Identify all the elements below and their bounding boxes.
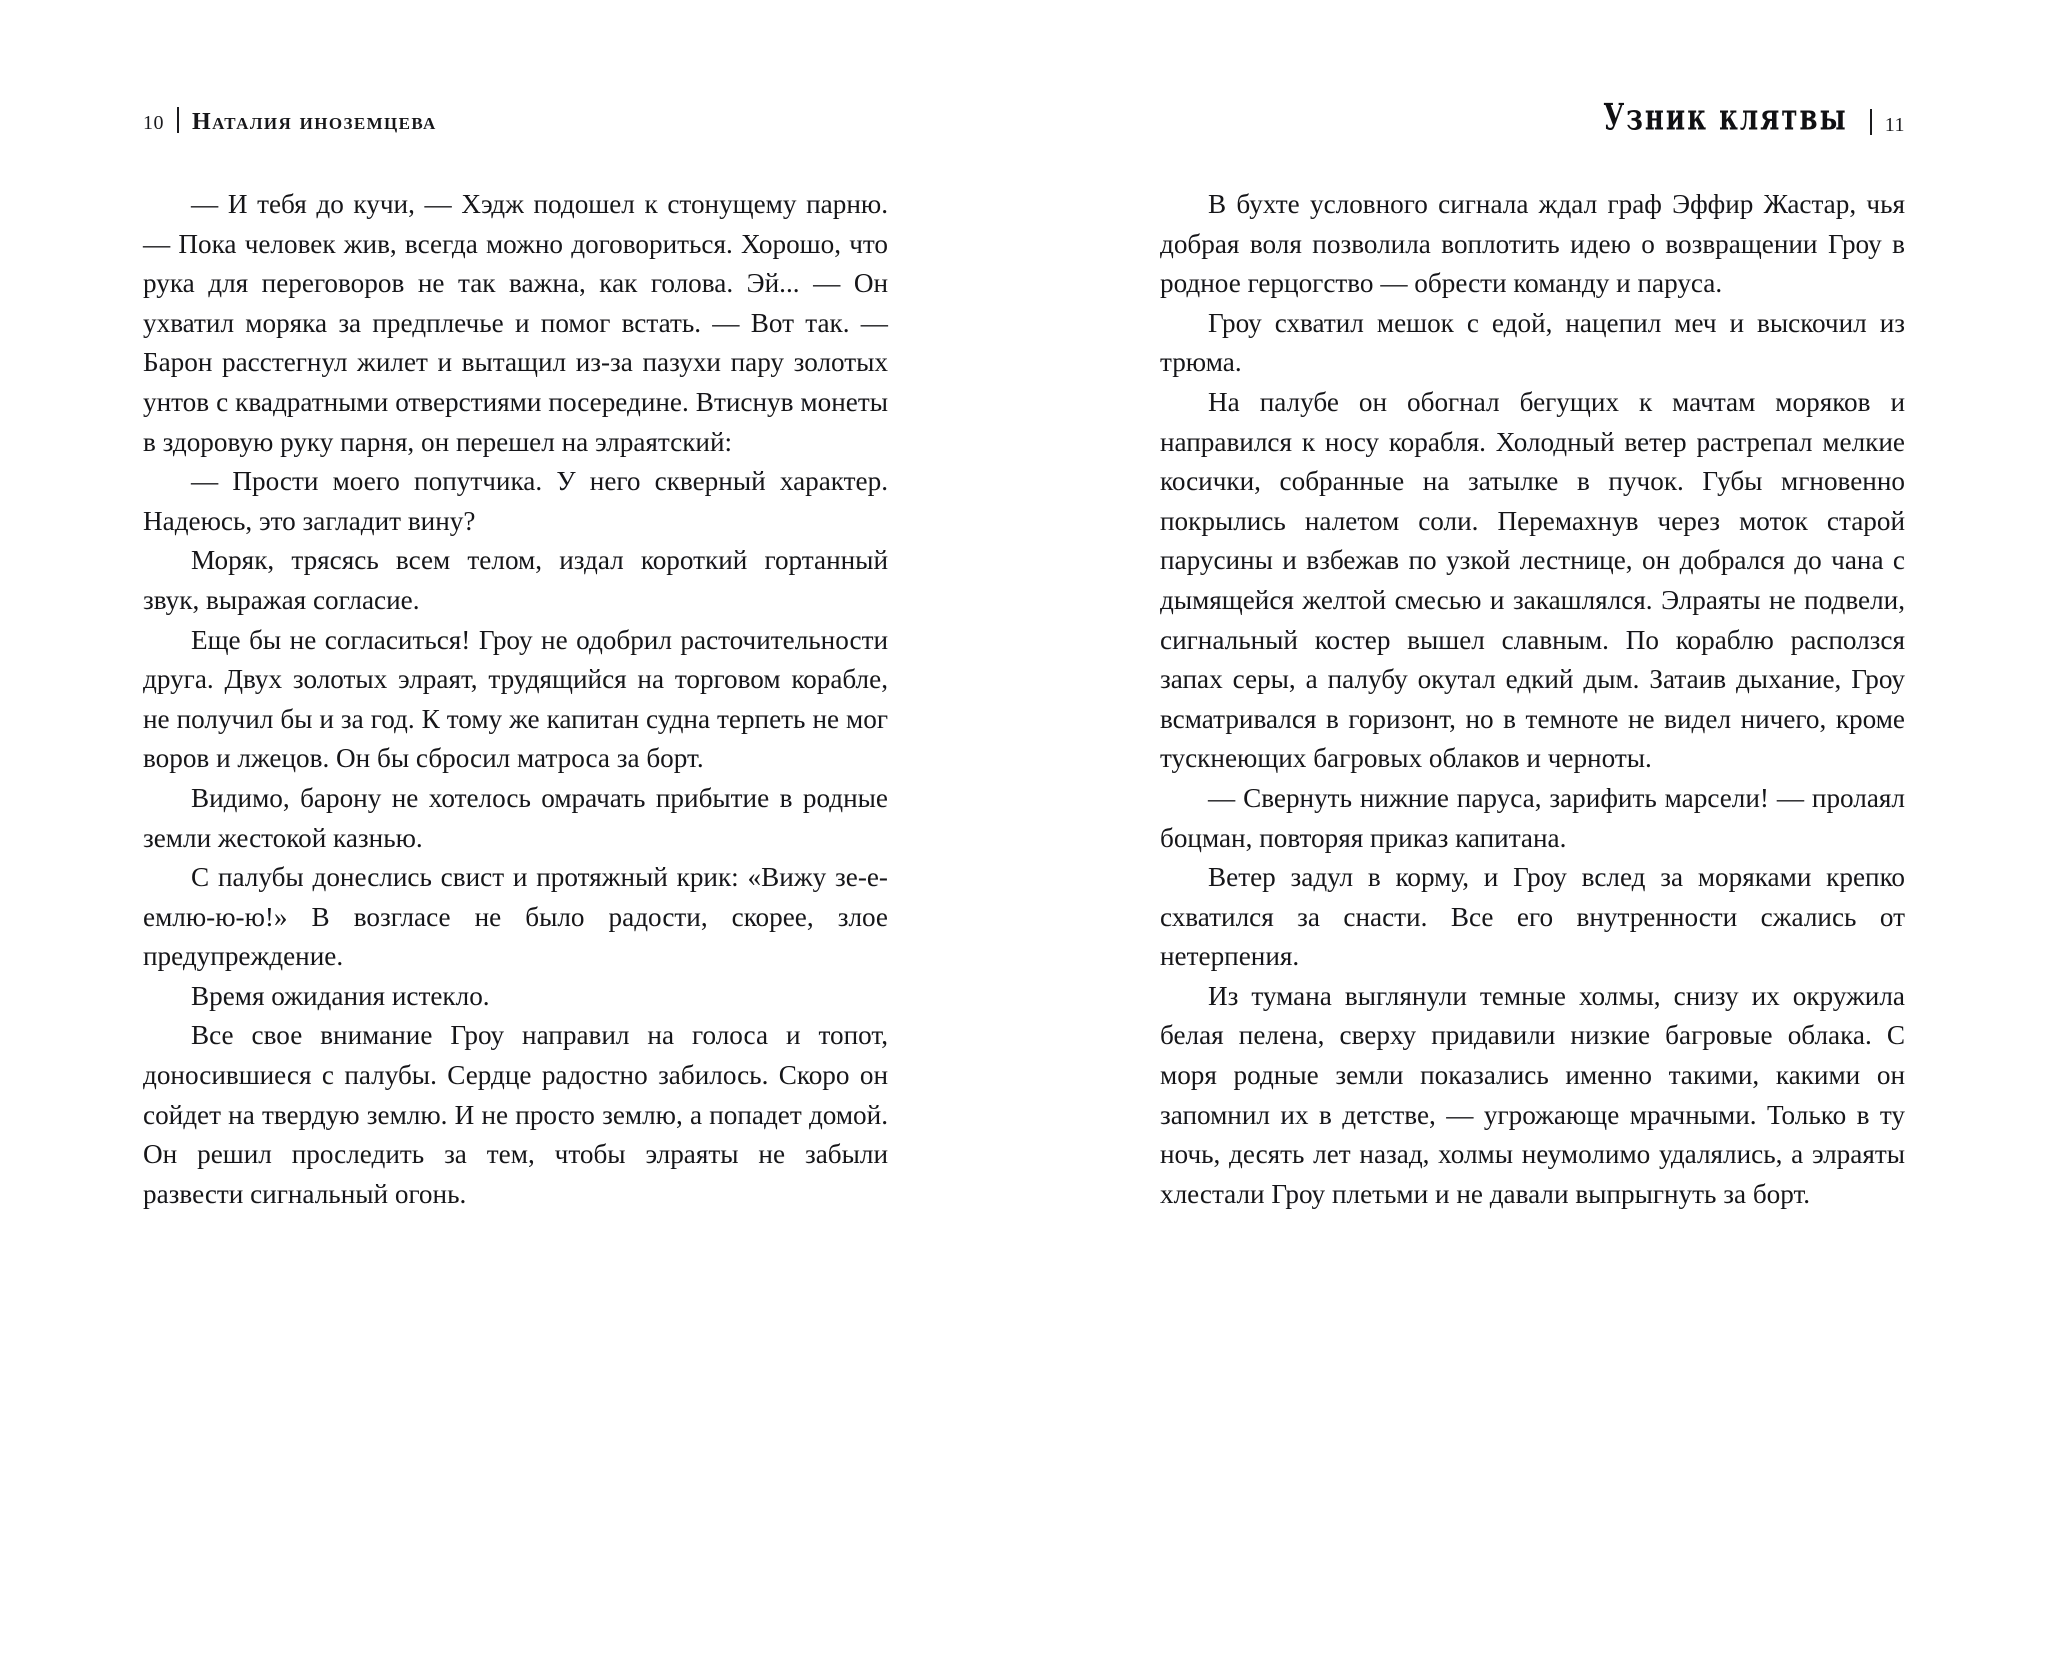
paragraph: В бухте условного сигнала ждал граф Эффир Жастар, чья добрая воля позволила воплотить идею о возвращении Гроу в родное герцогство — обрести команду и паруса. bbox=[1160, 189, 1905, 299]
author-name: наталия иноземцева bbox=[192, 109, 437, 135]
paragraph: — И тебя до кучи, — Хэдж подошел к стонущему парню. — Пока человек жив, всегда можно договориться. Хорошо, что рука для переговоров не так важна, как голова. Эй... — Он ухватил моряка за предплечье и помог встать. — Вот так. — Барон расстегнул жилет и вытащил из-за пазухи пару золотых унтов с квадратными отверстиями посередине. Втиснув монеты в здоровую руку парня, он перешел на элраятский: bbox=[143, 189, 888, 457]
paragraph: Время ожидания истекло. bbox=[191, 980, 490, 1011]
paragraph: С палубы донеслись свист и протяжный крик: «Вижу зе-е-емлю-ю-ю!» В возгласе не было радости, скорее, злое предупреждение. bbox=[143, 862, 888, 972]
paragraph: Гроу схватил мешок с едой, нацепил меч и выскочил из трюма. bbox=[1160, 307, 1905, 378]
running-head-right bbox=[1594, 96, 1905, 143]
paragraph: Еще бы не согласиться! Гроу не одобрил расточительности друга. Двух золотых элраят, трудящийся на торговом корабле, не получил бы и за год. К тому же капитан судна терпеть не мог воров и лжецов. Он бы сбросил матроса за борт. bbox=[143, 624, 888, 774]
running-head-left bbox=[143, 103, 437, 143]
text-column-right bbox=[1160, 185, 1905, 1214]
paragraph: Все свое внимание Гроу направил на голоса и топот, доносившиеся с палубы. Сердце радостно забилось. Скоро он сойдет на твердую землю. И не просто землю, а попадет домой. Он решил проследить за тем, чтобы элраяты не забыли развести сигнальный огонь. bbox=[143, 1020, 888, 1209]
paragraph: Ветер задул в корму, и Гроу вслед за моряками крепко схватился за снасти. Все его внутренности сжались от нетерпения. bbox=[1160, 862, 1905, 972]
paragraph: — Свернуть нижние паруса, зарифить марсели! — пролаял боцман, повторяя приказ капитана. bbox=[1160, 782, 1905, 853]
running-head-divider-right bbox=[1870, 109, 1872, 135]
paragraph: — Прости моего попутчика. У него скверный характер. Надеюсь, это загладит вину? bbox=[143, 466, 888, 536]
folio-right: 11 bbox=[1884, 114, 1905, 136]
book-title: Узник клятвы bbox=[1603, 96, 1848, 139]
paragraph: На палубе он обогнал бегущих к мачтам моряков и направился к носу корабля. Холодный ветер растрепал мелкие косички, собранные на затылке в пучок. Губы мгновенно покрылись налетом соли. Перемахнув через моток старой парусины и взбежав по узкой лестнице, он добрался до чана с дымящейся желтой смесью и закашлялся. Элраяты не подвели, сигнальный костер вышел славным. По кораблю расползся запах серы, а палубу окутал едкий дым. Затаив дыхание, Гроу всматривался в горизонт, но в темноте не видел ничего, кроме тускнеющих багровых облаков и черноты. bbox=[1160, 386, 1905, 774]
paragraph: Видимо, барону не хотелось омрачать прибытие в родные земли жестокой казнью. bbox=[143, 782, 888, 853]
paragraph: Моряк, трясясь всем телом, издал короткий гортанный звук, выражая согласие. bbox=[143, 545, 888, 615]
folio-left: 10 bbox=[143, 112, 164, 134]
paragraph: Из тумана выглянули темные холмы, снизу их окружила белая пелена, сверху придавили низкие багровые облака. С моря родные земли показались именно такими, какими он запомнил их в детстве, — угрожающе мрачными. Только в ту ночь, десять лет назад, холмы неумолимо удалялись, а элраяты хлестали Гроу плетьми и не давали выпрыгнуть за борт. bbox=[1160, 980, 1905, 1209]
running-head-divider-left bbox=[177, 107, 179, 133]
text-column-left bbox=[143, 185, 888, 1214]
